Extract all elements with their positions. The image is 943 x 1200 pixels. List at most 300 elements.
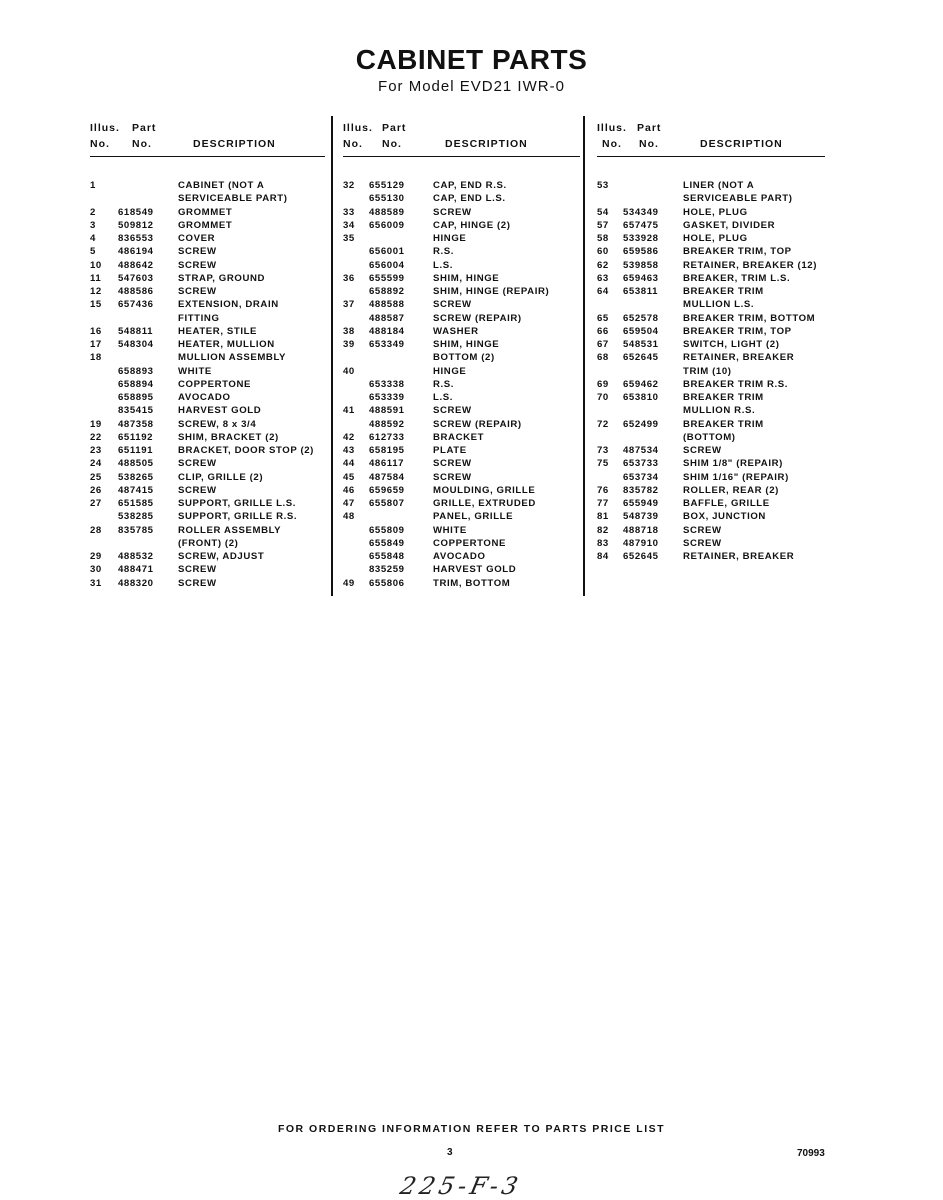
table-row xyxy=(343,458,580,471)
part-number: 488184 xyxy=(369,325,405,337)
illus-number: 37 xyxy=(343,299,355,311)
part-description: HEATER, MULLION xyxy=(178,339,275,350)
part-description: L.S. xyxy=(433,392,453,403)
part-description: FITTING xyxy=(178,312,220,324)
part-description: SHIM, HINGE (REPAIR) xyxy=(433,286,550,297)
table-row xyxy=(343,551,580,564)
part-description: SCREW xyxy=(433,405,472,417)
illus-number: 5 xyxy=(90,246,96,258)
part-description: COVER xyxy=(178,233,216,244)
part-description: R.S. xyxy=(433,378,455,390)
table-row xyxy=(343,445,580,458)
part-description: SUPPORT, GRILLE R.S. xyxy=(178,511,298,523)
table-row xyxy=(343,379,580,392)
illus-number: 11 xyxy=(90,272,102,284)
table-row xyxy=(343,193,580,206)
table-row xyxy=(90,472,325,485)
illus-number: 45 xyxy=(343,471,355,483)
table-row xyxy=(343,313,580,326)
part-description: ROLLER, REAR (2) xyxy=(683,484,779,496)
parts-column-3 xyxy=(597,122,825,564)
table-row xyxy=(343,180,580,193)
illus-number: 2 xyxy=(90,206,96,218)
part-description: CAP, END R.S. xyxy=(433,180,507,191)
part-description: HINGE xyxy=(433,365,467,377)
table-row xyxy=(343,525,580,538)
part-number: 486117 xyxy=(369,458,405,470)
illus-number: 47 xyxy=(343,498,355,509)
illus-number: 48 xyxy=(343,511,355,523)
illus-number: 3 xyxy=(90,219,96,231)
header-illus: Illus. xyxy=(343,122,373,134)
illus-number: 22 xyxy=(90,431,102,443)
handwritten-note-text: 225-F-3 xyxy=(397,1171,525,1200)
part-description: SCREW (REPAIR) xyxy=(433,312,522,324)
table-row xyxy=(597,366,825,379)
column-divider xyxy=(583,116,585,596)
table-row xyxy=(90,578,325,591)
part-number: 538265 xyxy=(118,471,154,483)
table-row xyxy=(597,525,825,538)
table-row xyxy=(597,472,825,485)
part-number: 655806 xyxy=(369,577,405,589)
part-description: LINER (NOT A xyxy=(683,180,755,191)
part-description: TRIM, BOTTOM xyxy=(433,577,511,589)
part-description: HEATER, STILE xyxy=(178,325,258,337)
part-description: BRACKET xyxy=(433,431,485,443)
table-row xyxy=(90,207,325,220)
table-row xyxy=(343,432,580,445)
part-description: CAP, HINGE (2) xyxy=(433,219,511,231)
part-number: 655130 xyxy=(369,193,405,205)
illus-number: 4 xyxy=(90,233,96,244)
part-description: SCREW xyxy=(433,206,472,218)
illus-number: 17 xyxy=(90,339,102,350)
part-number: 835259 xyxy=(369,564,405,576)
part-number: 548531 xyxy=(623,339,659,350)
parts-column-1 xyxy=(90,122,325,591)
illus-number: 1 xyxy=(90,180,96,191)
part-number: 488320 xyxy=(118,577,154,589)
table-row xyxy=(597,286,825,299)
part-number: 656004 xyxy=(369,259,405,271)
table-row xyxy=(90,379,325,392)
part-description: (BOTTOM) xyxy=(683,431,736,443)
part-number: 487910 xyxy=(623,537,659,549)
part-number: 488532 xyxy=(118,551,154,562)
illus-number: 15 xyxy=(90,299,102,311)
header-part: Part xyxy=(637,122,662,134)
part-description: WASHER xyxy=(433,325,479,337)
illus-number: 29 xyxy=(90,551,102,562)
part-description: WHITE xyxy=(433,524,467,536)
part-description: CLIP, GRILLE (2) xyxy=(178,471,264,483)
table-row xyxy=(90,313,325,326)
illus-number: 44 xyxy=(343,458,355,470)
part-description: SCREW xyxy=(683,445,722,456)
table-row xyxy=(343,233,580,246)
part-number: 534349 xyxy=(623,206,659,218)
part-description: CABINET (NOT A xyxy=(178,180,265,191)
part-number: 653339 xyxy=(369,392,405,403)
header-illus-no: No. xyxy=(343,138,363,150)
table-row xyxy=(597,551,825,564)
part-description: RETAINER, BREAKER xyxy=(683,551,795,562)
part-number: 488591 xyxy=(369,405,405,417)
table-row xyxy=(597,193,825,206)
illus-number: 34 xyxy=(343,219,355,231)
illus-number: 49 xyxy=(343,577,355,589)
part-description: HOLE, PLUG xyxy=(683,206,748,218)
header-part-no: No. xyxy=(382,138,402,150)
part-description: GRILLE, EXTRUDED xyxy=(433,498,536,509)
part-number: 488589 xyxy=(369,206,405,218)
illus-number: 81 xyxy=(597,511,609,523)
table-row xyxy=(343,392,580,405)
document-code: 70993 xyxy=(797,1148,825,1159)
illus-number: 66 xyxy=(597,325,609,337)
part-description: SCREW xyxy=(683,524,722,536)
illus-number: 57 xyxy=(597,219,609,231)
part-description: SCREW xyxy=(178,577,217,589)
part-number: 836553 xyxy=(118,233,154,244)
part-number: 488471 xyxy=(118,564,154,576)
header-part: Part xyxy=(132,122,157,134)
part-number: 612733 xyxy=(369,431,405,443)
part-number: 488586 xyxy=(118,286,154,297)
part-description: BOX, JUNCTION xyxy=(683,511,766,523)
part-description: ROLLER ASSEMBLY xyxy=(178,524,282,536)
table-row xyxy=(343,366,580,379)
column-divider xyxy=(331,116,333,596)
illus-number: 18 xyxy=(90,352,102,364)
header-description: DESCRIPTION xyxy=(445,138,528,150)
part-description: BOTTOM (2) xyxy=(433,352,495,364)
table-row xyxy=(90,220,325,233)
table-row xyxy=(597,260,825,273)
part-number: 652645 xyxy=(623,551,659,562)
part-description: BREAKER TRIM, TOP xyxy=(683,246,792,258)
illus-number: 41 xyxy=(343,405,355,417)
illus-number: 27 xyxy=(90,498,102,509)
table-row xyxy=(90,485,325,498)
part-description: SCREW xyxy=(433,299,472,311)
part-number: 657436 xyxy=(118,299,154,311)
part-description: WHITE xyxy=(178,365,212,377)
table-row xyxy=(90,551,325,564)
table-row xyxy=(90,525,325,538)
illus-number: 31 xyxy=(90,577,102,589)
part-number: 656009 xyxy=(369,219,405,231)
illus-number: 54 xyxy=(597,206,609,218)
table-row xyxy=(343,564,580,577)
table-row xyxy=(90,392,325,405)
column-header xyxy=(90,122,325,157)
table-row xyxy=(343,246,580,259)
part-description: SCREW xyxy=(178,484,217,496)
part-description: BAFFLE, GRILLE xyxy=(683,498,770,509)
part-description: SHIM, HINGE xyxy=(433,339,500,350)
part-number: 659462 xyxy=(623,378,659,390)
part-description: SERVICEABLE PART) xyxy=(683,193,793,205)
illus-number: 26 xyxy=(90,484,102,496)
part-description: SCREW (REPAIR) xyxy=(433,418,522,430)
table-row xyxy=(343,511,580,524)
page-number: 3 xyxy=(447,1147,453,1158)
part-number: 659504 xyxy=(623,325,659,337)
illus-number: 40 xyxy=(343,365,355,377)
part-number: 835785 xyxy=(118,524,154,536)
part-number: 653338 xyxy=(369,378,405,390)
part-number: 548811 xyxy=(118,325,154,337)
part-description: HARVEST GOLD xyxy=(178,405,262,417)
part-number: 655809 xyxy=(369,524,405,536)
parts-list xyxy=(90,180,325,591)
illus-number: 19 xyxy=(90,418,102,430)
part-number: 658195 xyxy=(369,445,405,456)
part-description: MULLION R.S. xyxy=(683,405,756,417)
part-number: 488642 xyxy=(118,259,154,271)
part-number: 538285 xyxy=(118,511,154,523)
part-description: AVOCADO xyxy=(178,392,231,403)
part-description: SHIM 1/8" (REPAIR) xyxy=(683,458,783,470)
table-row xyxy=(343,273,580,286)
illus-number: 46 xyxy=(343,484,355,496)
part-number: 548739 xyxy=(623,511,659,523)
illus-number: 33 xyxy=(343,206,355,218)
part-description: COPPERTONE xyxy=(178,378,251,390)
model-subtitle: For Model EVD21 IWR-0 xyxy=(378,78,565,95)
table-row xyxy=(90,538,325,551)
table-row xyxy=(597,511,825,524)
table-row xyxy=(343,299,580,312)
part-number: 835782 xyxy=(623,484,659,496)
part-number: 488587 xyxy=(369,312,405,324)
part-number: 618549 xyxy=(118,206,154,218)
part-number: 533928 xyxy=(623,233,659,244)
part-number: 659659 xyxy=(369,484,405,496)
part-number: 652645 xyxy=(623,352,659,364)
table-row xyxy=(343,286,580,299)
part-number: 539858 xyxy=(623,259,659,271)
part-number: 655848 xyxy=(369,551,405,562)
parts-column-2 xyxy=(343,122,580,591)
part-number: 655599 xyxy=(369,272,405,284)
illus-number: 72 xyxy=(597,418,609,430)
part-description: BREAKER, TRIM L.S. xyxy=(683,272,791,284)
part-description: BRACKET, DOOR STOP (2) xyxy=(178,445,314,456)
part-description: MULLION ASSEMBLY xyxy=(178,352,287,364)
handwritten-note xyxy=(395,1170,555,1200)
table-row xyxy=(343,578,580,591)
part-description: MULLION L.S. xyxy=(683,299,755,311)
table-row xyxy=(597,220,825,233)
table-row xyxy=(343,472,580,485)
part-description: SCREW, ADJUST xyxy=(178,551,265,562)
illus-number: 38 xyxy=(343,325,355,337)
illus-number: 23 xyxy=(90,445,102,456)
table-row xyxy=(343,260,580,273)
part-number: 835415 xyxy=(118,405,154,417)
illus-number: 35 xyxy=(343,233,355,244)
part-description: BREAKER TRIM xyxy=(683,418,764,430)
table-row xyxy=(597,379,825,392)
part-number: 658892 xyxy=(369,286,405,297)
part-number: 653810 xyxy=(623,392,659,403)
part-number: 548304 xyxy=(118,339,154,350)
part-number: 486194 xyxy=(118,246,154,258)
part-description: GASKET, DIVIDER xyxy=(683,219,776,231)
header-part: Part xyxy=(382,122,407,134)
column-header xyxy=(343,122,580,157)
table-row xyxy=(343,339,580,352)
header-illus: Illus. xyxy=(597,122,627,134)
part-number: 487358 xyxy=(118,418,154,430)
illus-number: 77 xyxy=(597,498,609,509)
table-row xyxy=(90,233,325,246)
illus-number: 36 xyxy=(343,272,355,284)
table-row xyxy=(343,538,580,551)
parts-list xyxy=(597,180,825,564)
part-number: 655129 xyxy=(369,180,405,191)
table-row xyxy=(90,352,325,365)
part-number: 653811 xyxy=(623,286,659,297)
part-description: SERVICEABLE PART) xyxy=(178,193,288,205)
table-row xyxy=(343,405,580,418)
part-description: (FRONT) (2) xyxy=(178,537,239,549)
part-description: COPPERTONE xyxy=(433,537,506,549)
part-number: 487584 xyxy=(369,471,405,483)
part-description: HOLE, PLUG xyxy=(683,233,748,244)
illus-number: 43 xyxy=(343,445,355,456)
table-row xyxy=(597,352,825,365)
table-row xyxy=(90,445,325,458)
illus-number: 82 xyxy=(597,524,609,536)
table-row xyxy=(90,260,325,273)
table-row xyxy=(597,273,825,286)
part-number: 659586 xyxy=(623,246,659,258)
part-number: 488505 xyxy=(118,458,154,470)
table-row xyxy=(343,207,580,220)
table-row xyxy=(343,485,580,498)
part-description: AVOCADO xyxy=(433,551,486,562)
table-row xyxy=(343,352,580,365)
part-number: 651192 xyxy=(118,431,154,443)
table-row xyxy=(597,445,825,458)
table-row xyxy=(597,339,825,352)
part-description: PLATE xyxy=(433,445,467,456)
illus-number: 69 xyxy=(597,378,609,390)
part-description: SHIM, BRACKET (2) xyxy=(178,431,279,443)
part-number: 655807 xyxy=(369,498,405,509)
table-row xyxy=(90,246,325,259)
part-description: R.S. xyxy=(433,246,455,258)
part-number: 657475 xyxy=(623,219,659,231)
table-row xyxy=(597,233,825,246)
illus-number: 70 xyxy=(597,392,609,403)
table-row xyxy=(90,339,325,352)
table-row xyxy=(90,432,325,445)
table-row xyxy=(90,299,325,312)
part-description: SWITCH, LIGHT (2) xyxy=(683,339,780,350)
illus-number: 39 xyxy=(343,339,355,350)
part-number: 652499 xyxy=(623,418,659,430)
part-number: 658893 xyxy=(118,365,154,377)
part-description: TRIM (10) xyxy=(683,365,732,377)
table-row xyxy=(90,286,325,299)
part-description: EXTENSION, DRAIN xyxy=(178,299,279,311)
table-row xyxy=(597,432,825,445)
illus-number: 30 xyxy=(90,564,102,576)
illus-number: 32 xyxy=(343,180,355,191)
illus-number: 64 xyxy=(597,286,609,297)
table-row xyxy=(597,180,825,193)
illus-number: 12 xyxy=(90,286,102,297)
part-description: L.S. xyxy=(433,259,453,271)
table-row xyxy=(597,313,825,326)
part-description: SCREW xyxy=(433,458,472,470)
header-description: DESCRIPTION xyxy=(193,138,276,150)
table-row xyxy=(90,498,325,511)
header-description: DESCRIPTION xyxy=(700,138,783,150)
illus-number: 65 xyxy=(597,312,609,324)
table-row xyxy=(90,419,325,432)
table-row xyxy=(597,246,825,259)
part-number: 488592 xyxy=(369,418,405,430)
part-description: HINGE xyxy=(433,233,467,244)
illus-number: 60 xyxy=(597,246,609,258)
table-row xyxy=(90,405,325,418)
table-row xyxy=(90,326,325,339)
part-number: 651191 xyxy=(118,445,154,456)
part-number: 488588 xyxy=(369,299,405,311)
part-description: SHIM 1/16" (REPAIR) xyxy=(683,471,789,483)
part-description: BREAKER TRIM, TOP xyxy=(683,325,792,337)
table-row xyxy=(597,326,825,339)
table-row xyxy=(343,326,580,339)
illus-number: 83 xyxy=(597,537,609,549)
illus-number: 24 xyxy=(90,458,102,470)
part-description: MOULDING, GRILLE xyxy=(433,484,536,496)
illus-number: 16 xyxy=(90,325,102,337)
page-title: CABINET PARTS xyxy=(355,44,588,75)
column-header xyxy=(597,122,825,157)
illus-number: 25 xyxy=(90,471,102,483)
part-number: 656001 xyxy=(369,246,405,258)
illus-number: 84 xyxy=(597,551,609,562)
part-description: SCREW, 8 x 3/4 xyxy=(178,418,257,430)
part-description: HARVEST GOLD xyxy=(433,564,517,576)
part-description: SCREW xyxy=(683,537,722,549)
ordering-note: FOR ORDERING INFORMATION REFER TO PARTS PRICE LIST xyxy=(277,1123,666,1135)
part-description: SHIM, HINGE xyxy=(433,272,500,284)
illus-number: 67 xyxy=(597,339,609,350)
table-row xyxy=(343,220,580,233)
header-part-no: No. xyxy=(639,138,659,150)
part-description: BREAKER TRIM, BOTTOM xyxy=(683,312,816,324)
part-number: 547603 xyxy=(118,272,154,284)
table-row xyxy=(597,207,825,220)
illus-number: 42 xyxy=(343,431,355,443)
part-description: BREAKER TRIM xyxy=(683,286,764,297)
illus-number: 62 xyxy=(597,259,609,271)
part-number: 652578 xyxy=(623,312,659,324)
part-description: SCREW xyxy=(178,286,217,297)
parts-list xyxy=(343,180,580,591)
part-number: 653734 xyxy=(623,471,659,483)
part-description: PANEL, GRILLE xyxy=(433,511,514,523)
part-description: RETAINER, BREAKER xyxy=(683,352,795,364)
